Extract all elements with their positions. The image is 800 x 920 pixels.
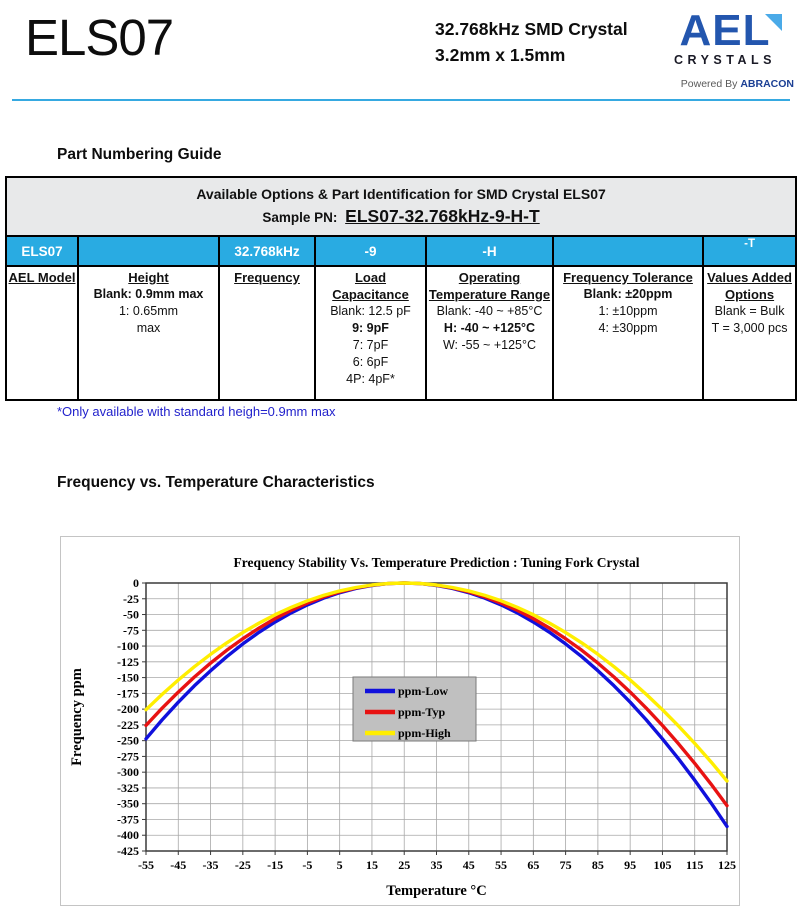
pn-column-header: AEL Model [8, 270, 76, 285]
pn-option-item: 4: ±30ppm [598, 321, 658, 335]
pn-option-item: max [136, 321, 161, 335]
pn-option-cell [6, 266, 78, 400]
x-tick-label: 105 [653, 858, 672, 872]
pn-option-cell [315, 266, 426, 400]
x-tick-label: 5 [336, 858, 343, 872]
sample-pn-label: Sample PN: [262, 210, 338, 225]
ael-logo-text: AEL [654, 10, 796, 52]
sample-pn-line [7, 206, 795, 227]
pn-option-cell [703, 266, 796, 400]
header-divider [12, 99, 790, 101]
pn-body-row [6, 266, 796, 400]
pn-code-cell: -H [426, 236, 553, 266]
y-tick-label: -325 [117, 780, 139, 795]
x-tick-label: -15 [267, 858, 284, 872]
pn-option-item: Blank = Bulk [714, 304, 785, 318]
y-tick-label: -50 [123, 607, 139, 622]
sample-pn-value: ELS07-32.768kHz-9-H-T [345, 206, 540, 226]
x-tick-label: 65 [527, 858, 540, 872]
table-title-row [6, 177, 796, 236]
page-title: ELS07 [25, 9, 174, 66]
table-footnote: *Only available with standard heigh=0.9mm max [57, 404, 336, 419]
x-axis-label: Temperature °C [386, 883, 487, 899]
y-tick-label: -350 [117, 796, 139, 811]
x-tick-label: -35 [202, 858, 219, 872]
pn-option-item: Blank: -40 ~ +85°C [436, 304, 543, 318]
x-tick-label: -25 [234, 858, 251, 872]
ft-chart-svg [61, 537, 739, 904]
part-numbering-table [5, 176, 797, 401]
pn-code-cell [78, 236, 219, 266]
y-tick-label: -300 [117, 765, 139, 780]
y-tick-label: -400 [117, 828, 139, 843]
subtitle-line2: 3.2mm x 1.5mm [435, 45, 566, 65]
y-tick-label: -375 [117, 812, 139, 827]
x-tick-label: -45 [170, 858, 187, 872]
y-tick-label: -175 [117, 686, 139, 701]
pn-code-cell: -T [703, 236, 796, 266]
legend-label: ppm-High [398, 726, 451, 740]
x-tick-label: 15 [365, 858, 378, 872]
part-numbering-heading: Part Numbering Guide [57, 146, 222, 163]
y-tick-label: -200 [117, 702, 139, 717]
x-tick-label: -5 [302, 858, 313, 872]
chart-title: Frequency Stability Vs. Temperature Prediction : Tuning Fork Crystal [233, 555, 640, 570]
x-tick-label: 45 [462, 858, 475, 872]
x-tick-label: -55 [138, 858, 154, 872]
product-subtitle [435, 16, 628, 68]
table-title-cell [6, 177, 796, 236]
y-tick-label: 0 [133, 576, 139, 590]
pn-code-row [6, 236, 796, 266]
pn-option-item: 6: 6pF [352, 355, 389, 369]
x-tick-label: 85 [591, 858, 604, 872]
y-axis-label: Frequency ppm [69, 668, 85, 766]
ael-logo [654, 6, 796, 90]
pn-option-item: H: -40 ~ +125°C [443, 321, 536, 335]
legend-label: ppm-Typ [398, 705, 446, 719]
pn-option-item: 9: 9pF [352, 321, 389, 335]
x-tick-label: 25 [398, 858, 411, 872]
x-tick-label: 115 [686, 858, 704, 872]
pn-option-item: 1: ±10ppm [598, 304, 658, 318]
y-tick-label: -75 [123, 623, 139, 638]
pn-option-item: 4P: 4pF* [346, 372, 395, 386]
ael-logo-crystals: CRYSTALS [674, 53, 776, 67]
pn-column-header: Frequency Tolerance [563, 270, 693, 285]
y-tick-label: -125 [117, 654, 139, 669]
x-tick-label: 95 [624, 858, 637, 872]
freq-temp-heading: Frequency vs. Temperature Characteristics [57, 474, 375, 491]
pn-option-cell [426, 266, 553, 400]
x-tick-label: 125 [718, 858, 736, 872]
pn-code-cell: -9 [315, 236, 426, 266]
pn-column-header: Values Added Options [707, 270, 792, 302]
subtitle-line1: 32.768kHz SMD Crystal [435, 19, 628, 39]
y-tick-label: -100 [117, 639, 139, 654]
legend-label: ppm-Low [398, 684, 449, 698]
pn-option-item: Blank: 12.5 pF [330, 304, 411, 318]
pn-column-header: Load Capacitance [332, 270, 409, 302]
pn-option-cell [219, 266, 315, 400]
pn-option-cell [553, 266, 703, 400]
pn-option-item: 7: 7pF [352, 338, 389, 352]
pn-option-item: Blank: ±20ppm [583, 287, 673, 301]
pn-column-header: Frequency [234, 270, 300, 285]
y-tick-label: -25 [123, 591, 139, 606]
abracon-brand: ABRACON [740, 78, 794, 90]
pn-option-item: W: -55 ~ +125°C [442, 338, 536, 352]
pn-column-header: Operating Temperature Range [428, 270, 551, 302]
y-tick-label: -150 [117, 670, 139, 685]
pn-column-header: Height [128, 270, 169, 285]
pn-code-cell: 32.768kHz [219, 236, 315, 266]
x-tick-label: 55 [495, 858, 508, 872]
y-tick-label: -225 [117, 717, 139, 732]
pn-code-cell [553, 236, 703, 266]
table-title: Available Options & Part Identification for SMD Crystal ELS07 [196, 186, 606, 202]
powered-by-abracon: Powered By ABRACON [680, 78, 794, 90]
x-tick-label: 75 [559, 858, 572, 872]
y-tick-label: -425 [117, 844, 139, 858]
x-tick-label: 35 [430, 858, 443, 872]
y-tick-label: -250 [117, 733, 139, 748]
y-tick-label: -275 [117, 749, 139, 764]
pn-option-item: T = 3,000 pcs [711, 321, 788, 335]
pn-option-item: 1: 0.65mm [118, 304, 179, 318]
pn-option-item: Blank: 0.9mm max [93, 287, 204, 301]
pn-code-cell: ELS07 [6, 236, 78, 266]
freq-temp-chart [60, 536, 740, 906]
logo-triangle-icon [765, 14, 782, 31]
pn-option-cell [78, 266, 219, 400]
